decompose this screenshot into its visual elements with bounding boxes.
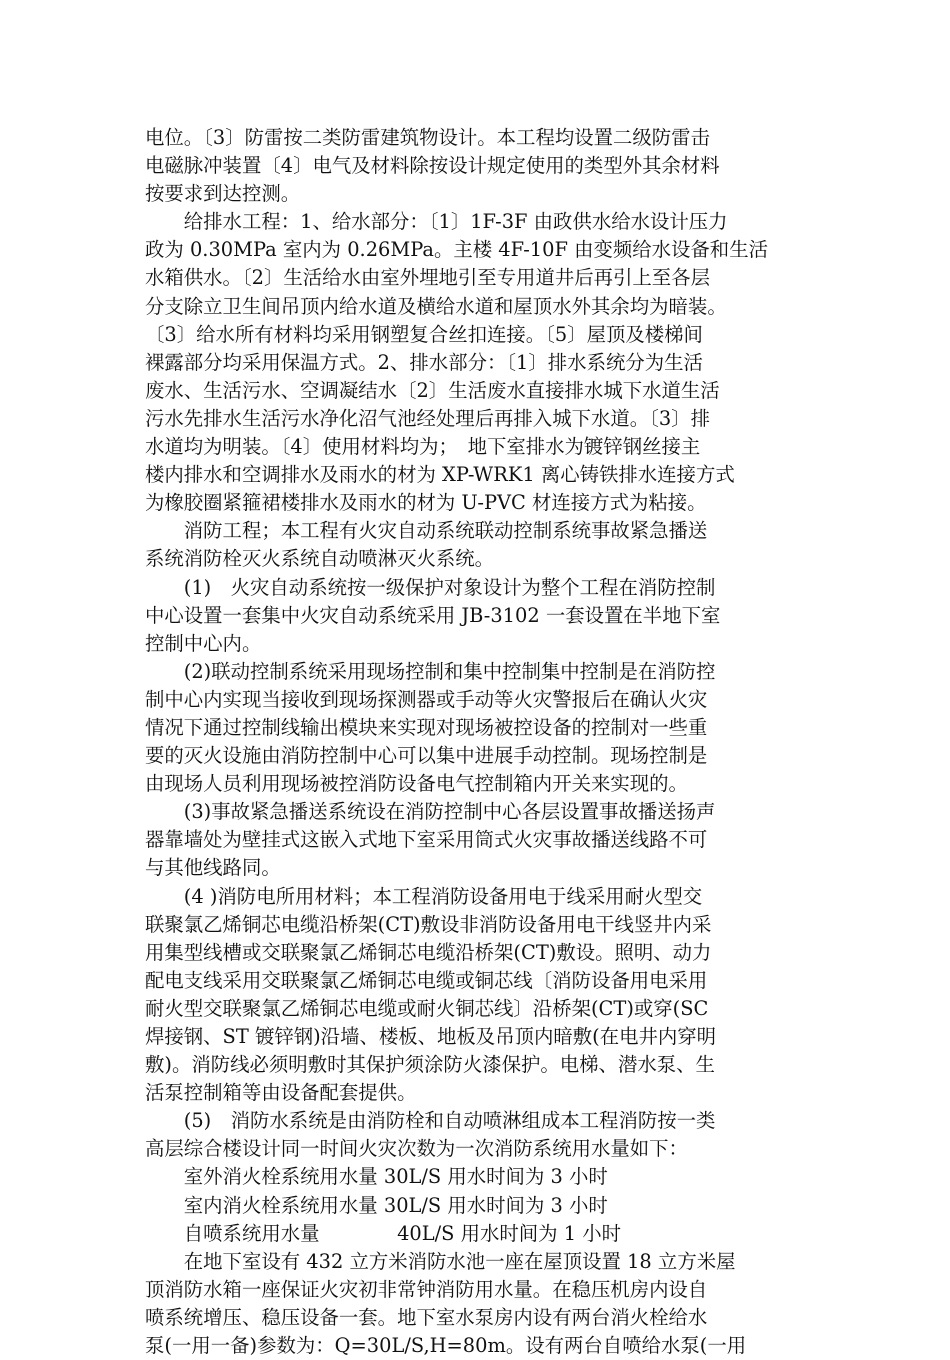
text-line: 与其他线路同。 xyxy=(145,856,281,880)
text-line: 耐火型交联聚氯乙烯铜芯电缆或耐火铜芯线〕沿桥架(CT)或穿(SC xyxy=(145,996,709,1020)
text-line: 活泵控制箱等由设备配套提供。 xyxy=(145,1081,417,1105)
text-line: 中心设置一套集中火灾自动系统采用 JB-3102 一套设置在半地下室 xyxy=(145,603,721,627)
text-line: 水箱供水。〔2〕生活给水由室外埋地引至专用道井后再引上至各层 xyxy=(145,266,710,290)
text-line: 电磁脉冲装置〔4〕电气及材料除按设计规定使用的类型外其余材料 xyxy=(145,154,720,178)
text-line: 废水、生活污水、空调凝结水〔2〕生活废水直接排水城下水道生活 xyxy=(145,378,720,402)
text-line: 配电支线采用交联聚氯乙烯铜芯电缆或铜芯线〔消防设备用电采用 xyxy=(145,968,708,992)
text-line: 泵(一用一备)参数为：Q=30L/S,H=80m。设有两台自喷给水泵(一用 xyxy=(145,1334,747,1358)
text-line: (4 )消防电所用材料；本工程消防设备用电于线采用耐火型交 xyxy=(145,884,703,908)
text-line: 室外消火栓系统用水量 30L/S 用水时间为 3 小时 xyxy=(145,1165,608,1189)
text-line: 制中心内实现当接收到现场探测器或手动等火灾警报后在确认火灾 xyxy=(145,687,708,711)
text-line: 分支除立卫生间吊顶内给水道及横给水道和屋顶水外其余均为暗装。 xyxy=(145,294,727,318)
text-line: 按要求到达控测。 xyxy=(145,182,301,206)
text-line: 焊接钢、ST 镀锌钢)沿墙、楼板、地板及吊顶内暗敷(在电井内穿明 xyxy=(145,1025,717,1048)
text-line: 联聚氯乙烯铜芯电缆沿桥架(CT)敷设非消防设备用电干线竖井内采 xyxy=(145,912,712,936)
text-line: 给排水工程：1、给水部分：〔1〕1F-3F 由政供水给水设计压力 xyxy=(145,210,728,234)
text-line: 由现场人员利用现场被控消防设备电气控制箱内开关来实现的。 xyxy=(145,772,688,796)
text-line: (2)联动控制系统采用现场控制和集中控制集中控制是在消防控 xyxy=(145,659,716,683)
text-line: 室内消火栓系统用水量 30L/S 用水时间为 3 小时 xyxy=(145,1193,608,1217)
text-line: 顶消防水箱一座保证火灾初非常钟消防用水量。在稳压机房内设自 xyxy=(145,1277,708,1301)
text-line: 系统消防栓灭火系统自动喷淋灭火系统。 xyxy=(145,547,495,571)
text-line: 水道均为明装。〔4〕使用材料均为； 地下室排水为镀锌钢丝接主 xyxy=(145,435,701,459)
text-line: 〔3〕给水所有材料均采用钢塑复合丝扣连接。〔5〕屋顶及楼梯间 xyxy=(145,322,703,346)
body-text xyxy=(145,124,815,1360)
text-line: 自喷系统用水量 40L/S 用水时间为 1 小时 xyxy=(145,1221,622,1245)
text-line: 消防工程；本工程有火灾自动系统联动控制系统事故紧急播送 xyxy=(145,519,708,543)
text-line: 为橡胶圈紧箍裙楼排水及雨水的材为 U-PVC 材连接方式为粘接。 xyxy=(145,491,707,515)
text-line: (1) 火灾自动系统按一级保护对象设计为整个工程在消防控制 xyxy=(145,575,716,599)
text-line: 高层综合楼设计同一时间火灾次数为一次消防系统用水量如下： xyxy=(145,1137,688,1161)
text-line: 裸露部分均采用保温方式。2、排水部分：〔1〕排水系统分为生活 xyxy=(145,350,703,374)
text-line: 情况下通过控制线输出模块来实现对现场被控设备的控制对一些重 xyxy=(145,715,708,739)
text-line: 在地下室设有 432 立方米消防水池一座在屋顶设置 18 立方米屋 xyxy=(145,1249,736,1273)
text-line: 控制中心内。 xyxy=(145,631,262,655)
text-line: 器靠墙处为壁挂式这嵌入式地下室采用筒式火灾事故播送线路不可 xyxy=(145,828,708,852)
text-line: 敷)。消防线必须明敷时其保护须涂防火漆保护。电梯、潜水泵、生 xyxy=(145,1053,715,1077)
text-line: 楼内排水和空调排水及雨水的材为 XP-WRK1 离心铸铁排水连接方式 xyxy=(145,463,735,487)
text-line: 政为 0.30MPa 室内为 0.26MPa。主楼 4F-10F 由变频给水设备和生活 xyxy=(145,238,768,262)
text-line: 电位。〔3〕防雷按二类防雷建筑物设计。本工程均设置二级防雷击 xyxy=(145,126,710,149)
text-line: (5) 消防水系统是由消防栓和自动喷淋组成本工程消防按一类 xyxy=(145,1109,716,1133)
text-line: 污水先排水生活污水净化沼气池经处理后再排入城下水道。〔3〕排 xyxy=(145,406,710,430)
text-line: 要的灭火设施由消防控制中心可以集中进展手动控制。现场控制是 xyxy=(145,744,708,768)
text-line: (3)事故紧急播送系统设在消防控制中心各层设置事故播送扬声 xyxy=(145,800,716,824)
text-line: 喷系统增压、稳压设备一套。地下室水泵房内设有两台消火栓给水 xyxy=(145,1305,708,1329)
text-line: 用集型线槽或交联聚氯乙烯铜芯电缆沿桥架(CT)敷设。照明、动力 xyxy=(145,940,712,964)
